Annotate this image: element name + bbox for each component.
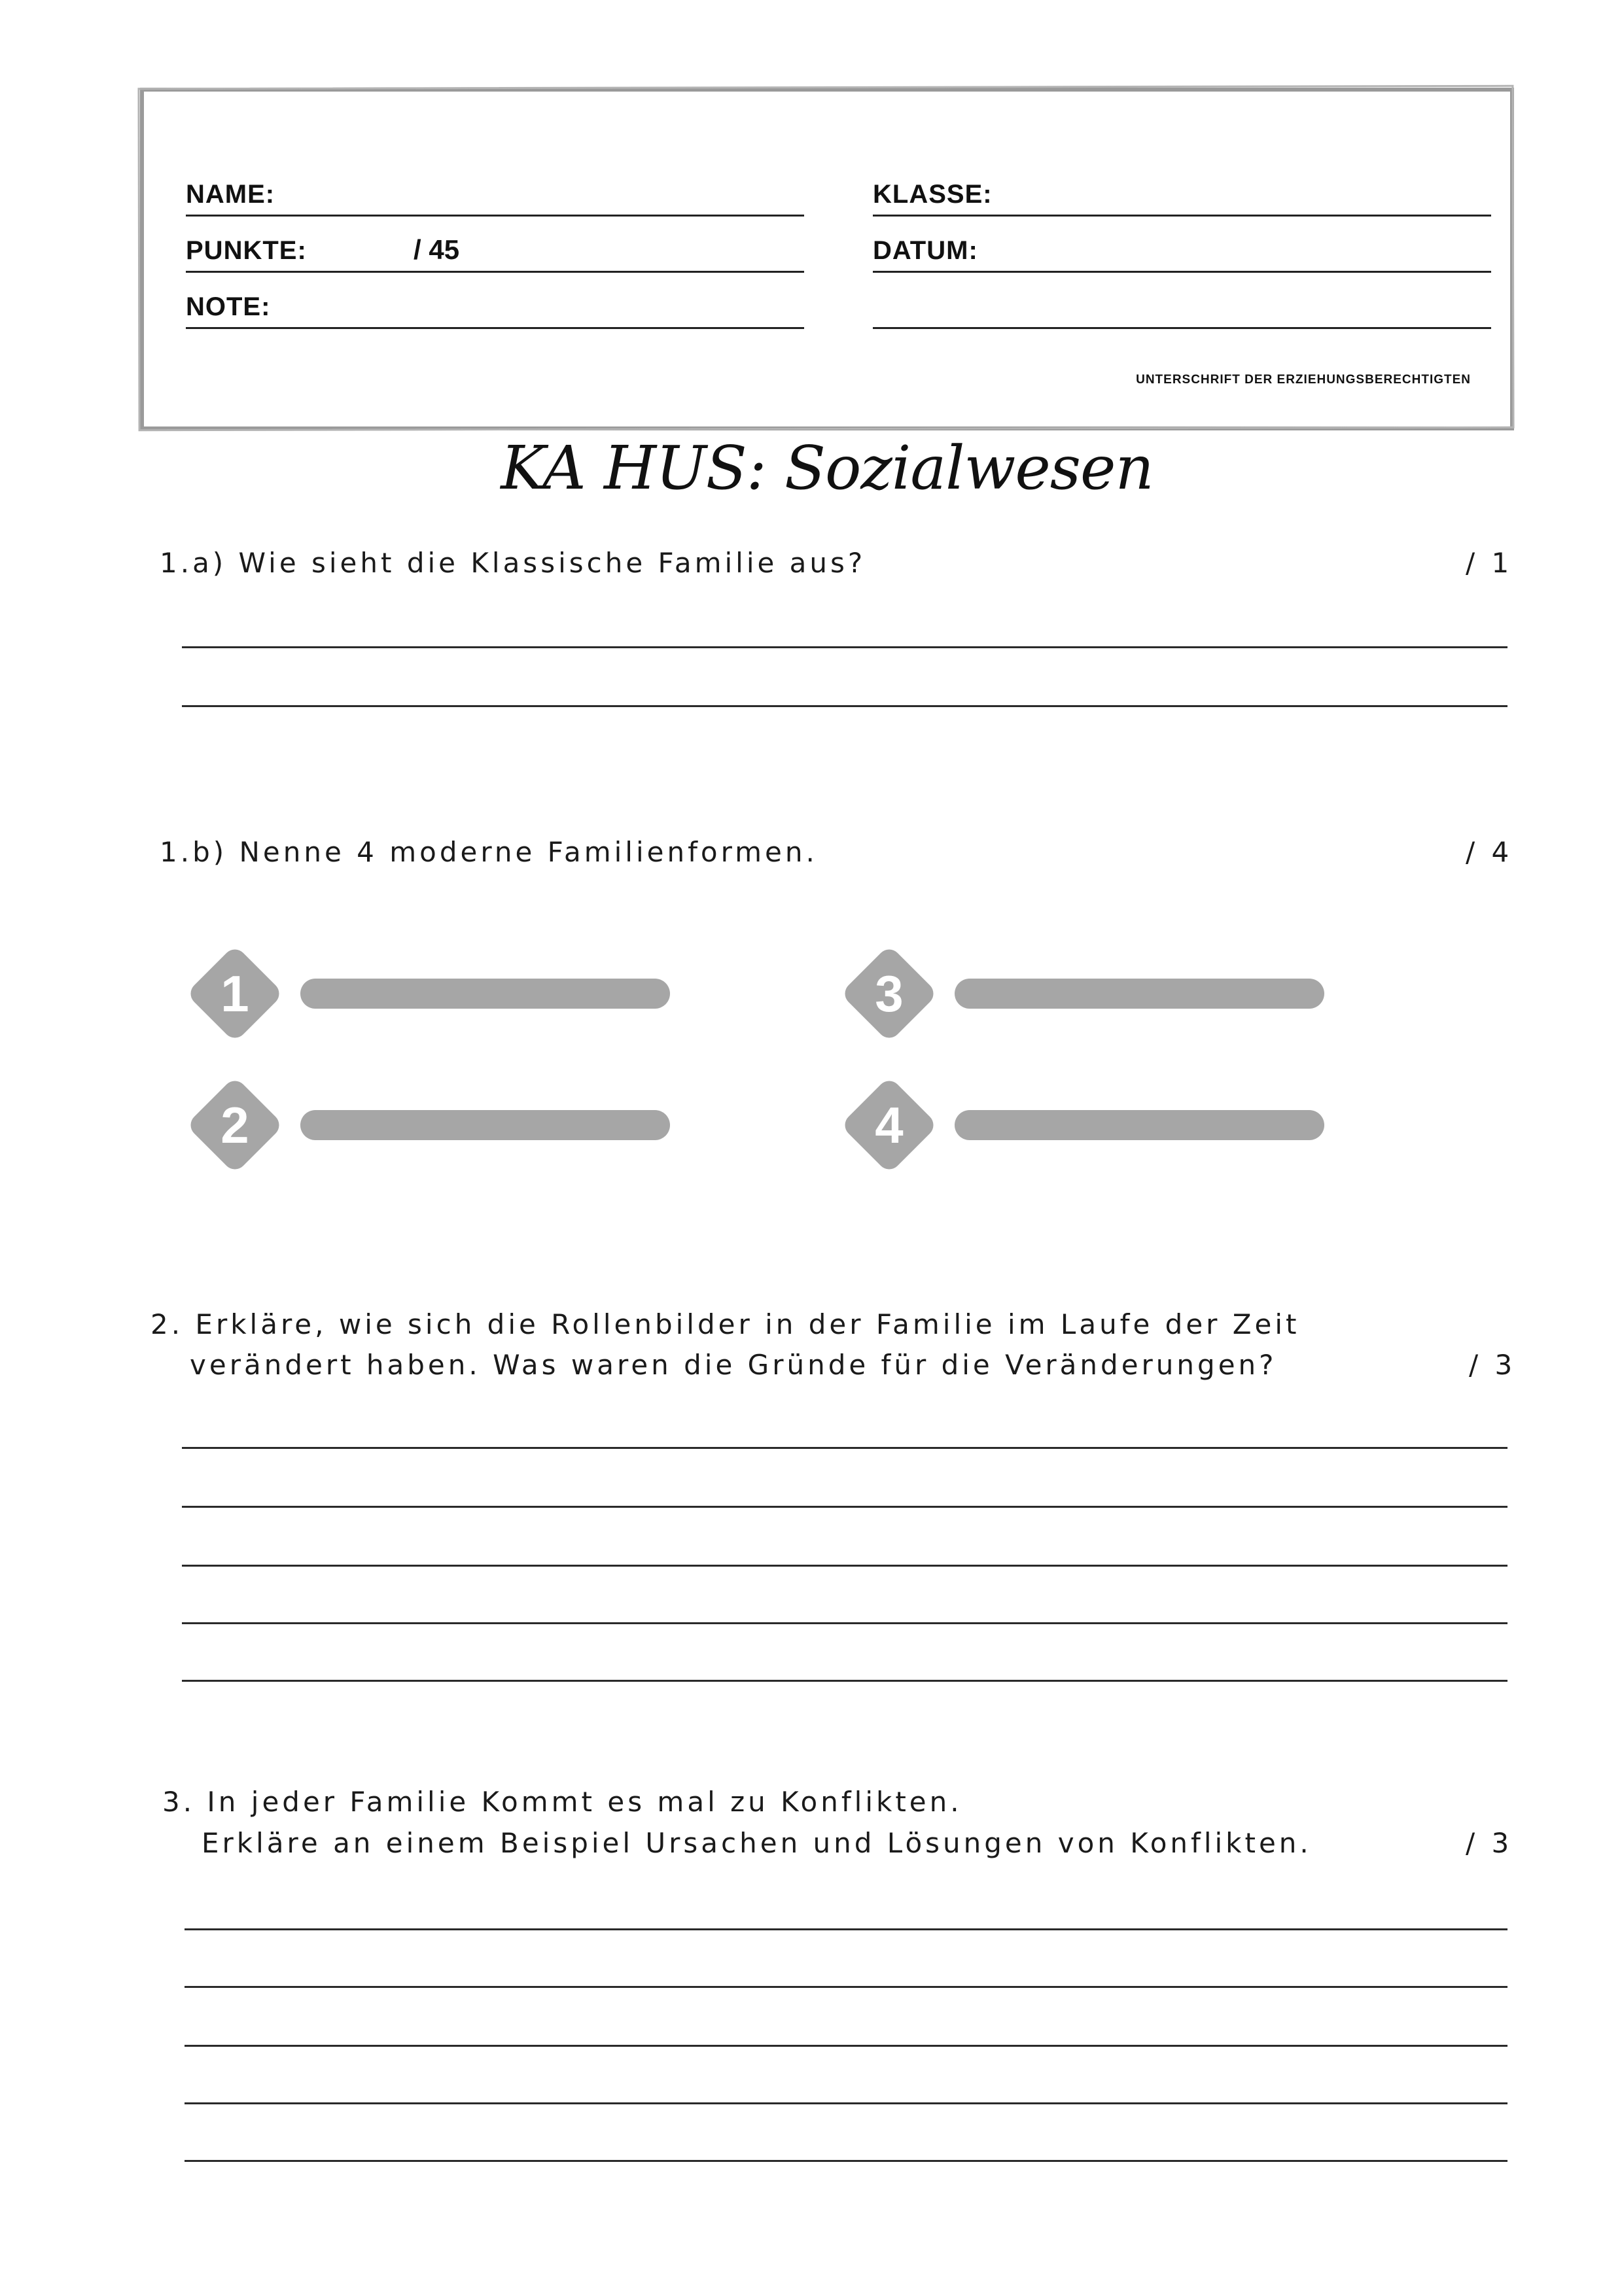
note-field[interactable]	[186, 288, 804, 329]
answer-bar[interactable]	[300, 979, 670, 1009]
punkte-label: PUNKTE:	[186, 236, 307, 265]
answer-line[interactable]	[182, 1680, 1507, 1682]
answer-bar[interactable]	[300, 1110, 670, 1140]
question-1b-points: / 4	[1466, 836, 1513, 868]
klasse-label: KLASSE:	[873, 180, 993, 209]
slot-number: 3	[875, 965, 904, 1022]
question-1b: 1.b) Nenne 4 moderne Familienformen.	[160, 836, 818, 868]
signature-field[interactable]	[873, 288, 1491, 329]
answer-line[interactable]	[182, 1565, 1507, 1567]
question-2-line-2: verändert haben. Was waren die Gründe für die Veränderungen?	[190, 1349, 1277, 1381]
answer-line[interactable]	[182, 705, 1507, 707]
student-info-box	[140, 88, 1514, 503]
signature-caption: UNTERSCHRIFT DER ERZIEHUNGSBERECHTIGTEN	[1136, 373, 1471, 387]
slot-number: 4	[875, 1096, 904, 1154]
datum-label: DATUM:	[873, 236, 978, 265]
question-3-line-2: Erkläre an einem Beispiel Ursachen und Lösungen von Konflikten.	[202, 1827, 1312, 1859]
question-1a: 1.a) Wie sieht die Klassische Familie aus?	[160, 547, 866, 579]
question-2-line-1: 2. Erkläre, wie sich die Rollenbilder in der Familie im Laufe der Zeit	[150, 1308, 1300, 1340]
datum-field[interactable]	[873, 232, 1491, 273]
answer-line[interactable]	[182, 1622, 1507, 1624]
page-title: KA HUS: Sozialwesen	[501, 433, 1154, 503]
name-field[interactable]	[186, 175, 804, 217]
slot-number: 1	[220, 965, 249, 1022]
punkte-field[interactable]	[186, 232, 804, 273]
question-3-line-1: 3. In jeder Familie Kommt es mal zu Konflikten.	[162, 1786, 962, 1818]
answer-bar[interactable]	[955, 1110, 1324, 1140]
answer-line[interactable]	[185, 2102, 1507, 2104]
answer-line[interactable]	[182, 1506, 1507, 1508]
answer-bar[interactable]	[955, 979, 1324, 1009]
name-label: NAME:	[186, 180, 275, 209]
note-label: NOTE:	[186, 292, 271, 321]
answer-line[interactable]	[185, 2045, 1507, 2047]
slot-number: 2	[220, 1096, 249, 1154]
answer-line[interactable]	[182, 1447, 1507, 1449]
klasse-field[interactable]	[873, 175, 1491, 217]
question-2-points: / 3	[1469, 1349, 1517, 1381]
answer-line[interactable]	[185, 2160, 1507, 2162]
answer-line[interactable]	[185, 1986, 1507, 1988]
answer-line[interactable]	[182, 646, 1507, 648]
punkte-total: / 45	[414, 234, 460, 265]
question-3-points: / 3	[1466, 1827, 1513, 1859]
question-1a-points: / 1	[1466, 547, 1513, 579]
answer-line[interactable]	[185, 1928, 1507, 1930]
